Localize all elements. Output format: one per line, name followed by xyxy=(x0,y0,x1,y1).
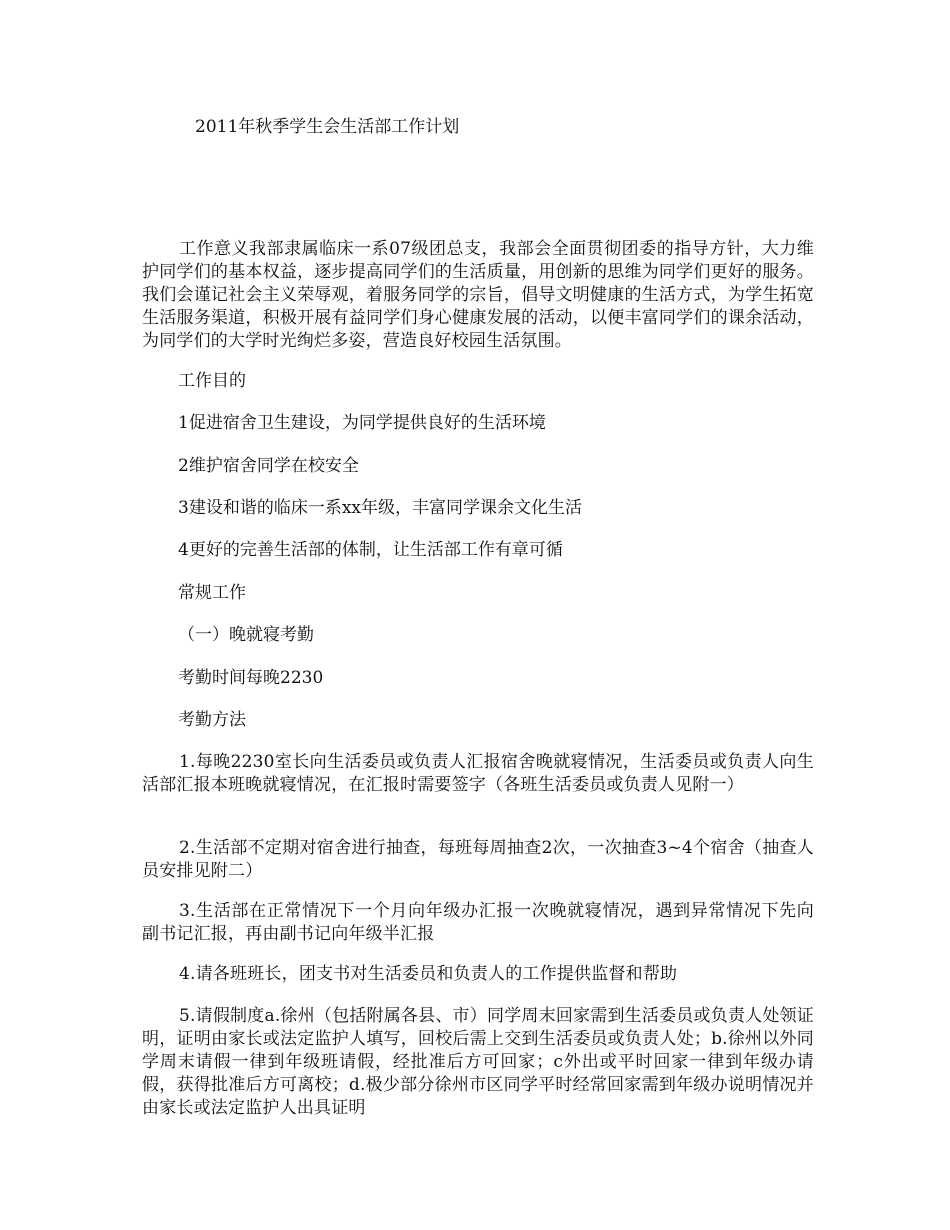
method-paragraph: 3.生活部在正常情况下一个月向年级办汇报一次晚就寝情况，遇到异常情况下先向副书记汇报，再由副书记向年级半汇报 xyxy=(142,901,814,944)
method-paragraph: 4.请各班班长，团支书对生活委员和负责人的工作提供监督和帮助 xyxy=(179,964,678,984)
document-title: 2011年秋季学生会生活部工作计划 xyxy=(195,117,460,137)
routine-heading: 常规工作 xyxy=(178,583,246,603)
goal-item: 4更好的完善生活部的体制，让生活部工作有章可循 xyxy=(178,540,563,560)
goal-item: 1促进宿舍卫生建设，为同学提供良好的生活环境 xyxy=(178,413,546,433)
section-heading: （一）晚就寝考勤 xyxy=(178,625,314,645)
method-paragraph: 5.请假制度a.徐州（包括附属各县、市）同学周末回家需到生活委员或负责人处领证明，证明由家长或法定监护人填写，回校后需上交到生活委员或负责人处；b.徐州以外同学周末请假一律到年级班请假，经批准后方可回家；c外出或平时回家一律到年级办请假，获得批准后方可离校；d.极少部分徐州市区同学平时经常回家需到年级办说明情况并由家长或法定监护人出具证明 xyxy=(142,1006,814,1118)
check-time: 考勤时间每晚2230 xyxy=(178,668,324,688)
check-method-heading: 考勤方法 xyxy=(178,710,246,730)
intro-paragraph: 工作意义我部隶属临床一系07级团总支，我部会全面贯彻团委的指导方针，大力维护同学们的基本权益，逐步提高同学们的生活质量，用创新的思维为同学们更好的服务。我们会谨记社会主义荣辱观，着服务同学的宗旨，倡导文明健康的生活方式，为学生拓宽生活服务渠道，积极开展有益同学们身心健康发展的活动，以便丰富同学们的课余活动，为同学们的大学时光绚烂多姿，营造良好校园生活氛围。 xyxy=(142,239,814,351)
method-paragraph: 2.生活部不定期对宿舍进行抽查，每班每周抽查2次，一次抽查3~4个宿舍（抽查人员安排见附二） xyxy=(142,838,814,881)
goals-heading: 工作目的 xyxy=(178,371,246,391)
method-paragraph: 1.每晚2230室长向生活委员或负责人汇报宿舍晚就寝情况，生活委员或负责人向生活部汇报本班晚就寝情况，在汇报时需要签字（各班生活委员或负责人见附一） xyxy=(142,752,814,795)
goal-item: 2维护宿舍同学在校安全 xyxy=(178,456,359,476)
goal-item: 3建设和谐的临床一系xx年级，丰富同学课余文化生活 xyxy=(178,498,582,518)
